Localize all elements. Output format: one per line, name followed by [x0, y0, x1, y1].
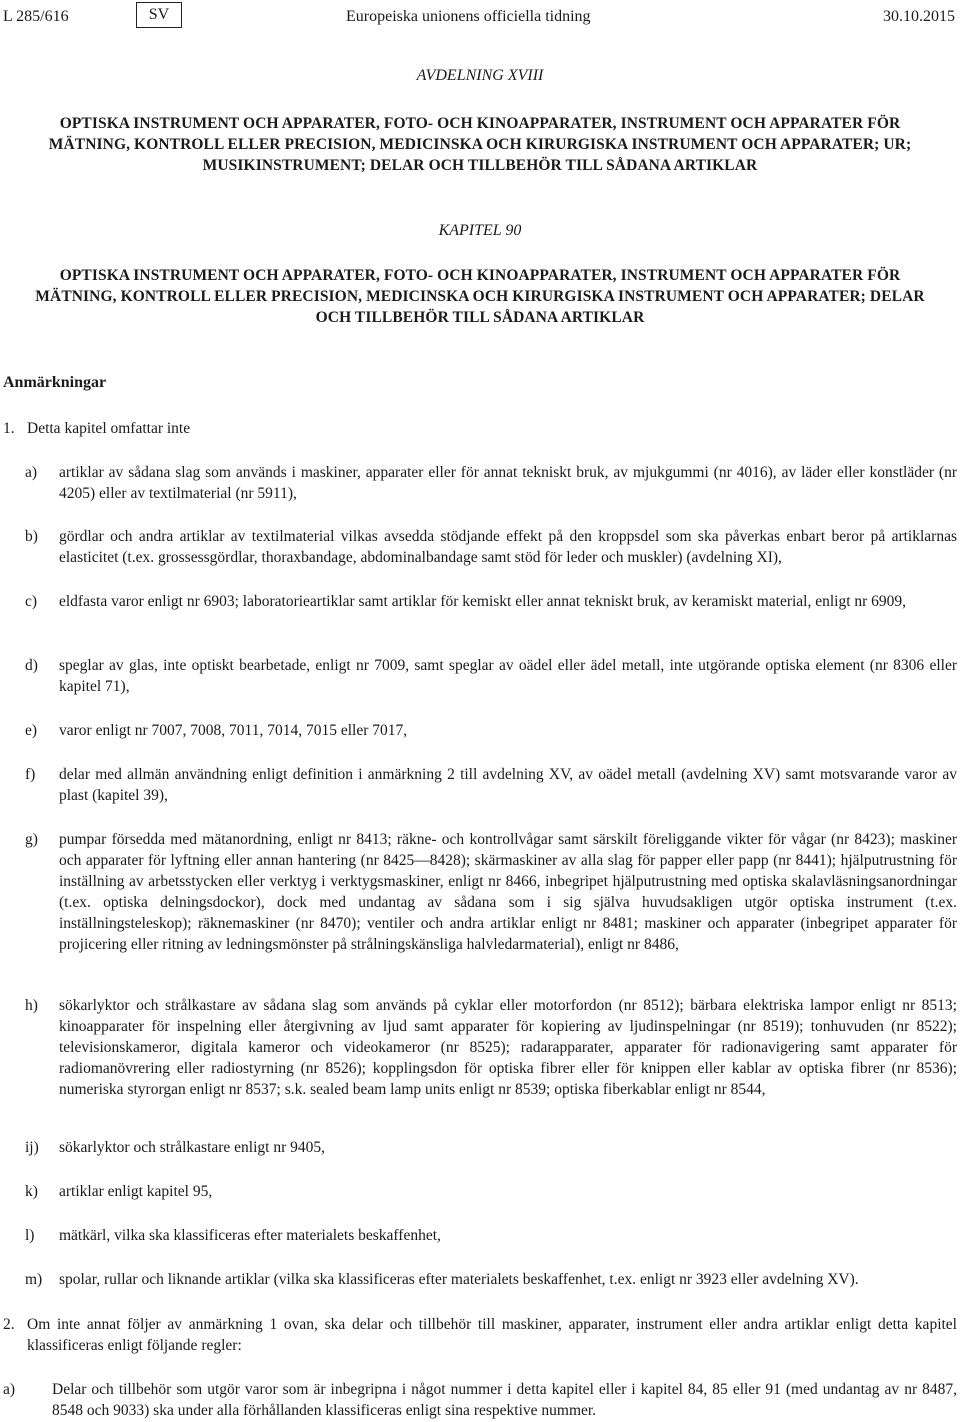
- section-title-line: MUSIKINSTRUMENT; DELAR OCH TILLBEHÖR TILL SÅDANA ARTIKLAR: [202, 157, 758, 174]
- item-text: spolar, rullar och liknande artiklar (vilka ska klassificeras efter materialets beskaffenhet, t.ex. enligt nr 3923 eller avdelning XV).: [59, 1271, 859, 1288]
- list-item: [25, 829, 957, 955]
- list-item: [25, 764, 957, 806]
- list-item: [25, 462, 957, 504]
- section-title: [0, 113, 960, 176]
- item-label: b): [25, 528, 38, 545]
- chapter-title-line: OCH TILLBEHÖR TILL SÅDANA ARTIKLAR: [315, 309, 645, 326]
- list-item: [25, 526, 957, 568]
- note-text: Om inte annat följer av anmärkning 1 ovan, ska delar och tillbehör till maskiner, apparater, instrument eller andra artiklar enligt detta kapitel klassificeras enligt följande regler:: [27, 1316, 957, 1354]
- item-label: l): [25, 1227, 35, 1244]
- page-header: [0, 0, 960, 34]
- item-label: d): [25, 657, 38, 674]
- section-title-line: MÄTNING, KONTROLL ELLER PRECISION, MEDICINSKA OCH KIRURGISKA INSTRUMENT OCH APPARATER; UR;: [48, 136, 912, 153]
- item-text: pumpar försedda med mätanordning, enligt nr 8413; räkne- och kontrollvågar samt särskilt föreliggande vikter för vågar (nr 8423); maskiner och apparater för lyftning eller annan hantering (nr 8425—8428); skärmaskiner av alla slag för papper eller papp (nr 8441); hjälputrustning för inställning av arbetsstycken eller verktyg i verktygsmaskiner, enligt nr 8466, inbegripet hjälputrustning med optiska skalavläsningsanordningar (t.ex. optiska delningsdockor), dock med undantag av sådana som i sig själva huvudsakligen utgör optiska instrument (t.ex. inställningsteleskop); räknemaskiner (nr 8470); ventiler och andra artiklar enligt nr 8481; maskiner och apparater (inbegripet apparater för projicering eller ritning av ledningsmönster på strålningskänsliga halvledarmaterial), enligt nr 8486,: [59, 831, 957, 953]
- item-label: f): [25, 766, 36, 783]
- item-text: artiklar enligt kapitel 95,: [59, 1183, 213, 1200]
- item-text: delar med allmän användning enligt definition i anmärkning 2 till avdelning XV, av oädel metall (avdelning XV) samt motsvarande varor av plast (kapitel 39),: [59, 766, 957, 804]
- item-label: c): [25, 593, 38, 610]
- item-text: varor enligt nr 7007, 7008, 7011, 7014, 7015 eller 7017,: [59, 722, 408, 739]
- item-text: artiklar av sådana slag som används i maskiner, apparater eller för annat tekniskt bruk, av mjukgummi (nr 4016), av läder eller konstläder (nr 4205) eller av textilmaterial (nr 5911),: [59, 464, 957, 502]
- list-item: [25, 655, 957, 697]
- list-item: [25, 1269, 957, 1290]
- list-item: [25, 720, 957, 741]
- item-text: speglar av glas, inte optiskt bearbetade, enligt nr 7009, samt speglar av oädel eller ädel metall, inte utgörande optiska element (nr 8306 eller kapitel 71),: [59, 657, 957, 695]
- item-label: a): [3, 1381, 16, 1398]
- item-label: m): [25, 1271, 43, 1288]
- chapter-title-line: OPTISKA INSTRUMENT OCH APPARATER, FOTO- OCH KINOAPPARATER, INSTRUMENT OCH APPARATER FÖR: [59, 267, 901, 284]
- item-label: ij): [25, 1139, 39, 1156]
- language-badge: SV: [136, 2, 182, 28]
- publication-date: 30.10.2015: [883, 8, 955, 25]
- item-text: sökarlyktor och strålkastare av sådana slag som används på cyklar eller motorfordon (nr 8512); bärbara elektriska lampor enligt nr 8513; kinoapparater för inspelning eller återgivning av ljud samt apparater för kopiering av ljudinspelningar (nr 8519); tonhuvuden (nr 8522); televisionskameror, digitala kameror och videokameror (nr 8525); radarapparater, apparater för radionavigering samt apparater för radiomanövrering eller radiostyrning (nr 8526); kopplingsdon för optiska fibrer eller för knippen eller kablar av optiska fibrer (nr 8536); numeriska styrorgan enligt nr 8537; s.k. sealed beam lamp units enligt nr 8539; optiska fiberkablar enligt nr 8544,: [59, 997, 957, 1098]
- note-2: [3, 1314, 957, 1356]
- item-text: sökarlyktor och strålkastare enligt nr 9405,: [59, 1139, 326, 1156]
- note-number: 2.: [3, 1316, 15, 1333]
- item-text: Delar och tillbehör som utgör varor som är inbegripna i något nummer i detta kapitel eller i kapitel 84, 85 eller 91 (med undantag av nr 8487, 8548 och 9033) ska under alla förhållanden klassificeras enligt sina respektive nummer.: [52, 1381, 957, 1419]
- page-reference: L 285/616: [3, 8, 69, 25]
- list-item: [25, 1137, 957, 1158]
- item-label: g): [25, 831, 38, 848]
- list-item: [25, 1181, 957, 1202]
- item-text: gördlar och andra artiklar av textilmaterial vilkas avsedda stödjande effekt på den kroppsdel som ska påverkas enbart beror på artiklarnas elasticitet (t.ex. grossessgördlar, thoraxbandage, abdominalbandage samt stöd för leder och muskler) (avdelning XI),: [59, 528, 957, 566]
- chapter-label: KAPITEL 90: [438, 222, 522, 239]
- item-text: eldfasta varor enligt nr 6903; laboratorieartiklar samt artiklar för kemiskt eller annat tekniskt bruk, av keramiskt material, enligt nr 6909,: [59, 593, 907, 610]
- section-label: AVDELNING XVIII: [416, 67, 544, 84]
- list-item: [25, 1225, 957, 1246]
- chapter-title: [0, 265, 960, 328]
- section-title-line: OPTISKA INSTRUMENT OCH APPARATER, FOTO- OCH KINOAPPARATER, INSTRUMENT OCH APPARATER FÖR: [59, 115, 901, 132]
- note-number: 1.: [3, 420, 15, 437]
- item-label: a): [25, 464, 38, 481]
- item-label: k): [25, 1183, 38, 1200]
- list-item: [25, 591, 957, 612]
- notes-heading: Anmärkningar: [3, 374, 107, 391]
- chapter-title-line: MÄTNING, KONTROLL ELLER PRECISION, MEDICINSKA OCH KIRURGISKA INSTRUMENT OCH APPARATER; DELAR: [35, 288, 925, 305]
- list-item: [25, 995, 957, 1100]
- item-label: e): [25, 722, 38, 739]
- journal-title: Europeiska unionens officiella tidning: [346, 8, 591, 25]
- item-text: mätkärl, vilka ska klassificeras efter materialets beskaffenhet,: [59, 1227, 441, 1244]
- note-intro-text: Detta kapitel omfattar inte: [27, 420, 191, 437]
- item-label: h): [25, 997, 38, 1014]
- list-item: [3, 1379, 957, 1421]
- note-1-intro: [3, 418, 190, 439]
